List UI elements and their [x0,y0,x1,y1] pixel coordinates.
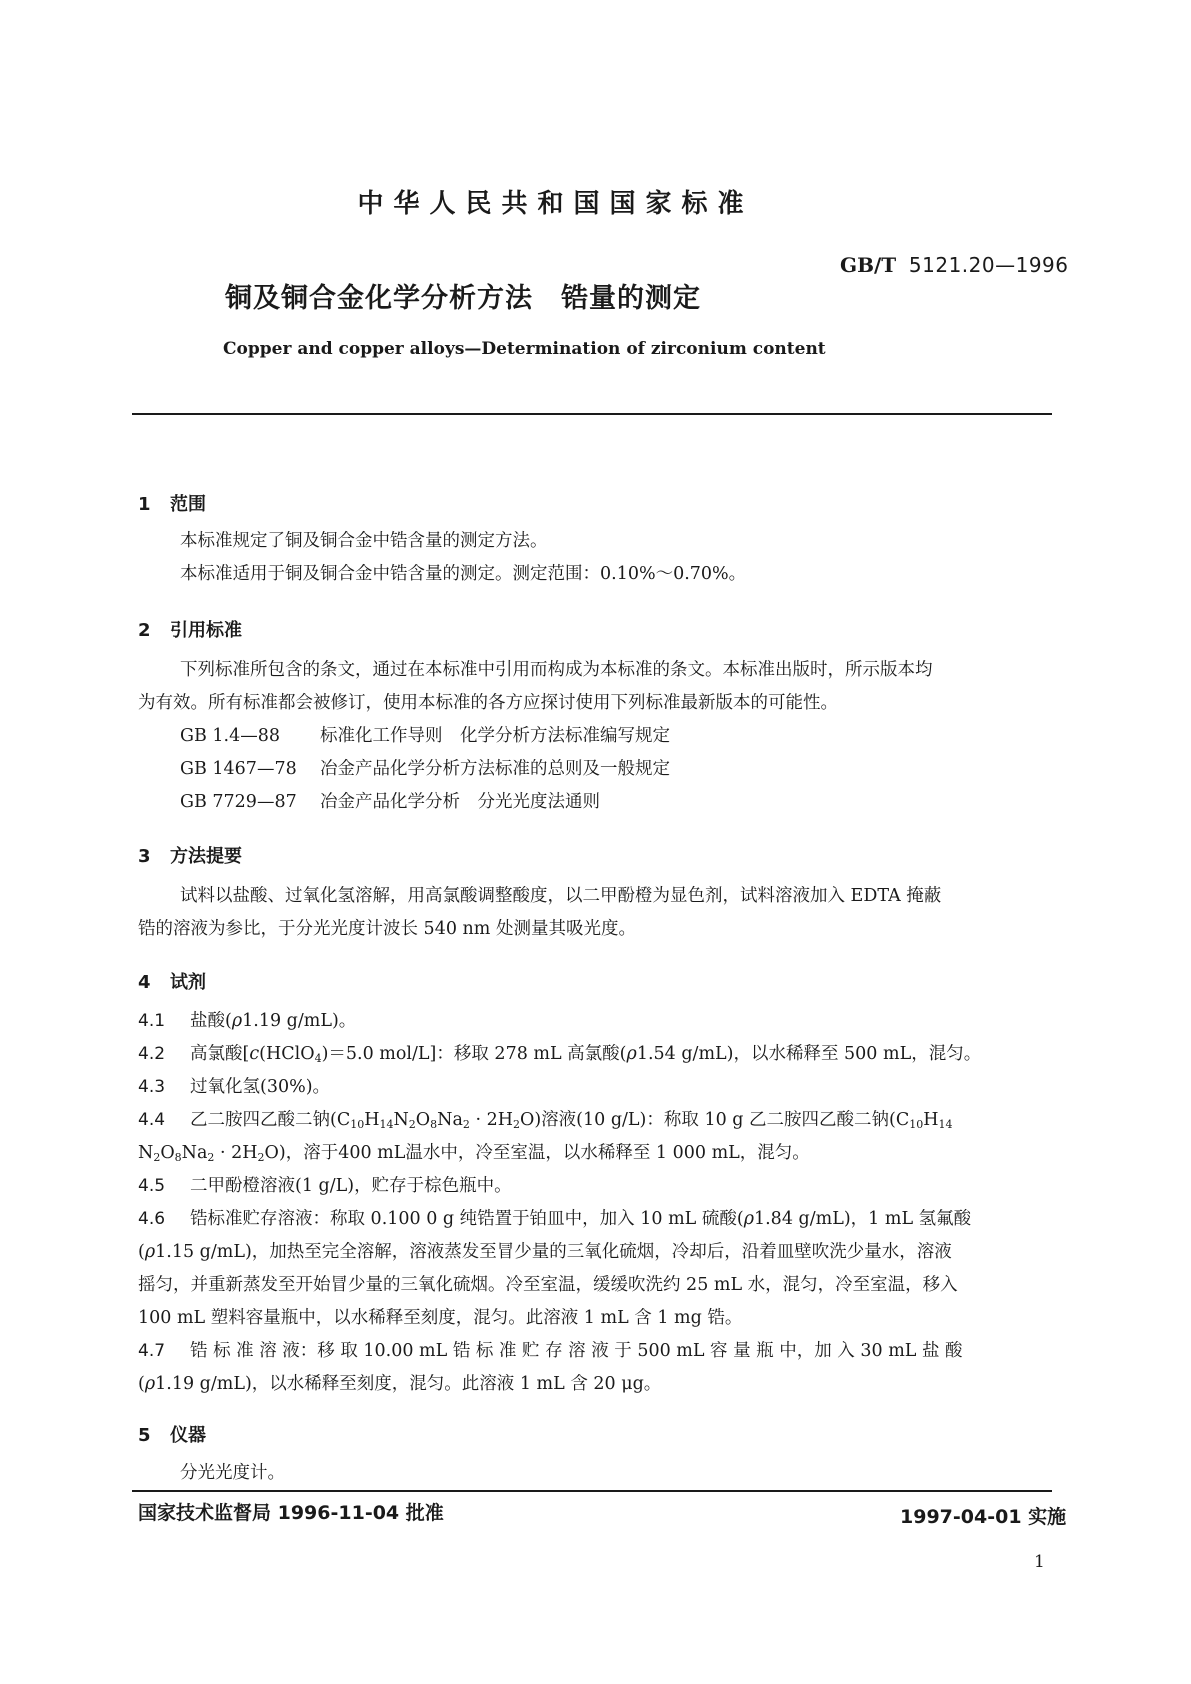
section-1-line-1: 本标准规定了铜及铜合金中锆含量的测定方法。 [180,531,548,551]
section-1-heading: 1 范围 [138,494,206,515]
document-title-zh: 铜及铜合金化学分析方法 锆量的测定 [225,283,701,314]
reagent-4-6: 4.6 锆标准贮存溶液：称取 0.100 0 g 纯锆置于铂皿中，加入 10 mL 硫酸(ρ1.84 g/mL)，1 mL 氢氟酸 [138,1209,972,1229]
standard-code: GB/T 5121.20—1996 [840,253,1069,277]
reference-item: GB 1467—78 冶金产品化学分析方法标准的总则及一般规定 [180,759,670,779]
reagent-4-4-cont: $N_2O_8Na_2 \cdot 2H_2O$)，溶于400 mL温水中，冷至室温，以水稀释至 1 000 mL，混匀。 [138,1143,810,1164]
reagent-4-2: 4.2 高氯酸[c(HClO$_4$)＝5.0 mol/L]：移取 278 mL 高氯酸(ρ1.54 g/mL)，以水稀释至 500 mL，混匀。 [138,1044,982,1065]
reagent-4-3: 4.3 过氧化氢(30%)。 [138,1077,331,1097]
section-3-heading: 3 方法提要 [138,846,242,867]
page-number: 1 [1034,1552,1045,1572]
section-3-line-2: 锆的溶液为参比，于分光光度计波长 540 nm 处测量其吸光度。 [138,919,636,939]
section-2-line-1: 下列标准所包含的条文，通过在本标准中引用而构成为本标准的条文。本标准出版时，所示版本均 [180,660,933,680]
effective-date: 1997-04-01 实施 [900,1506,1067,1528]
reagent-4-6-cont-1: (ρ1.15 g/mL)，加热至完全溶解，溶液蒸发至冒少量的三氧化硫烟，冷却后，沿着皿壁吹洗少量水，溶液 [138,1242,952,1262]
reagent-4-7-cont: (ρ1.19 g/mL)，以水稀释至刻度，混匀。此溶液 1 mL 含 20 μg。 [138,1374,662,1394]
reagent-4-1: 4.1 盐酸(ρ1.19 g/mL)。 [138,1011,357,1031]
reference-item: GB 1.4—88 标准化工作导则 化学分析方法标准编写规定 [180,726,670,746]
document-title-en: Copper and copper alloys—Determination of zirconium content [223,339,826,359]
reagent-4-5: 4.5 二甲酚橙溶液(1 g/L)，贮存于棕色瓶中。 [138,1176,512,1196]
reagent-4-6-cont-3: 100 mL 塑料容量瓶中，以水稀释至刻度，混匀。此溶液 1 mL 含 1 mg 锆。 [138,1308,743,1328]
reagent-4-6-cont-2: 摇匀，并重新蒸发至开始冒少量的三氧化硫烟。冷至室温，缓缓吹洗约 25 mL 水，混匀，冷至室温，移入 [138,1275,958,1295]
reagent-4-7: 4.7 锆 标 准 溶 液：移 取 10.00 mL 锆 标 准 贮 存 溶 液 于 500 mL 容 量 瓶 中，加 入 30 mL 盐 酸 [138,1341,963,1361]
section-1-line-2: 本标准适用于铜及铜合金中锆含量的测定。测定范围：0.10%～0.70%。 [180,564,747,584]
reference-item: GB 7729—87 冶金产品化学分析 分光光度法通则 [180,792,600,812]
section-5-line-1: 分光光度计。 [180,1463,285,1483]
footer-divider [132,1490,1052,1492]
section-3-line-1: 试料以盐酸、过氧化氢溶解，用高氯酸调整酸度，以二甲酚橙为显色剂，试料溶液加入 EDTA 掩蔽 [180,886,942,906]
national-standard-title: 中华人民共和国国家标准 [357,189,754,219]
section-2-heading: 2 引用标准 [138,620,242,641]
reagent-4-4: 4.4 乙二胺四乙酸二钠$(C_{10}H_{14}N_2O_8Na_2 \cdot 2H_2O)$溶液(10 g/L)：称取 10 g 乙二胺四乙酸二钠($C_{10}H_{14}$ [138,1110,953,1131]
header-divider [132,413,1052,415]
section-5-heading: 5 仪器 [138,1425,206,1446]
section-4-heading: 4 试剂 [138,972,206,993]
approval-date: 国家技术监督局 1996-11-04 批准 [138,1502,444,1524]
section-2-line-2: 为有效。所有标准都会被修订，使用本标准的各方应探讨使用下列标准最新版本的可能性。 [138,693,838,713]
